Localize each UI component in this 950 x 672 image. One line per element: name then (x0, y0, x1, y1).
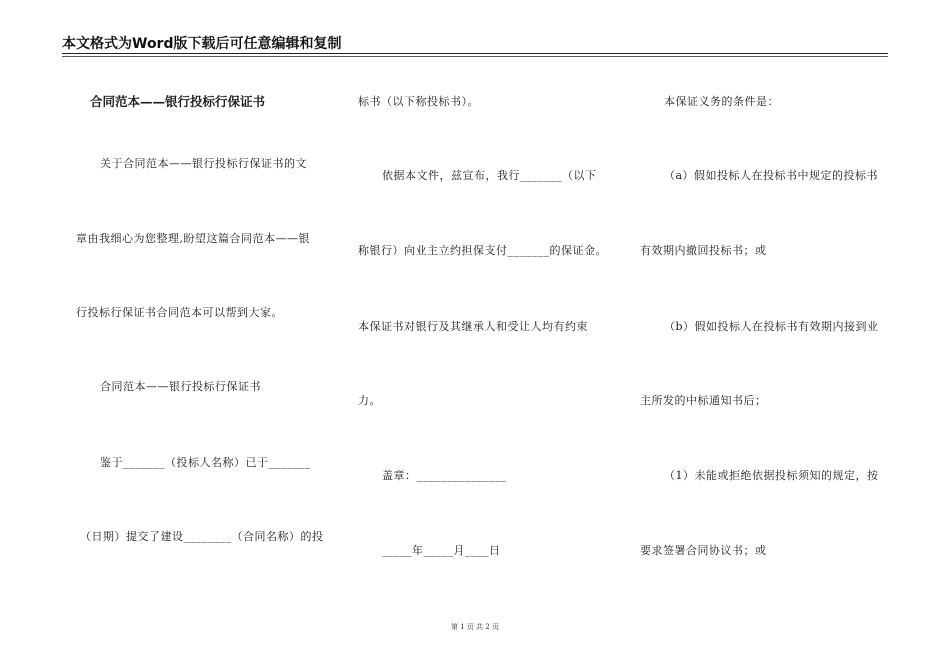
header-rule (62, 53, 888, 54)
document-banner: 本文格式为Word版下载后可任意编辑和复制 (62, 36, 342, 52)
paragraph-line: 称银行）向业主立约担保支付_______的保证金。 (358, 244, 607, 257)
paragraph-line: 力。 (358, 394, 381, 407)
paragraph-line: 关于合同范本——银行投标行保证书的文 (100, 157, 307, 170)
paragraph-line: （b）假如投标人在投标书有效期内接到业 (664, 320, 879, 333)
paragraph-line: 有效期内撤回投标书；或 (640, 244, 767, 257)
paragraph-line: 本保证义务的条件是： (664, 95, 779, 108)
seal-line: 盖章：_______________ (382, 469, 507, 482)
paragraph-line: （a）假如投标人在投标书中规定的投标书 (664, 169, 879, 182)
paragraph-line: 本保证书对银行及其继承人和受让人均有约束 (358, 320, 588, 333)
date-line: _____年_____月____日 (382, 544, 501, 557)
paragraph-line: 依据本文件，兹宣布，我行_______（以下 (382, 169, 597, 182)
page-number: 第 1 页 共 2 页 (450, 623, 500, 631)
paragraph-line: （日期）提交了建设________（合同名称）的投 (80, 530, 324, 543)
paragraph-line: 章由我细心为您整理,盼望这篇合同范本——银 (76, 232, 310, 245)
document-title: 合同范本——银行投标行保证书 (90, 94, 266, 109)
paragraph-line: 行投标行保证书合同范本可以帮到大家。 (76, 306, 283, 319)
paragraph-line: （1）未能或拒绝依据投标须知的规定，按 (664, 469, 879, 482)
header-rule-secondary (62, 56, 888, 57)
paragraph-line: 主所发的中标通知书后； (640, 394, 767, 407)
paragraph-line: 标书（以下称投标书）。 (358, 95, 479, 108)
paragraph-line: 要求签署合同协议书；或 (640, 544, 767, 557)
paragraph-line: 鉴于_______（投标人名称）已于_______ (100, 456, 311, 469)
paragraph-line: 合同范本——银行投标行保证书 (100, 380, 261, 393)
